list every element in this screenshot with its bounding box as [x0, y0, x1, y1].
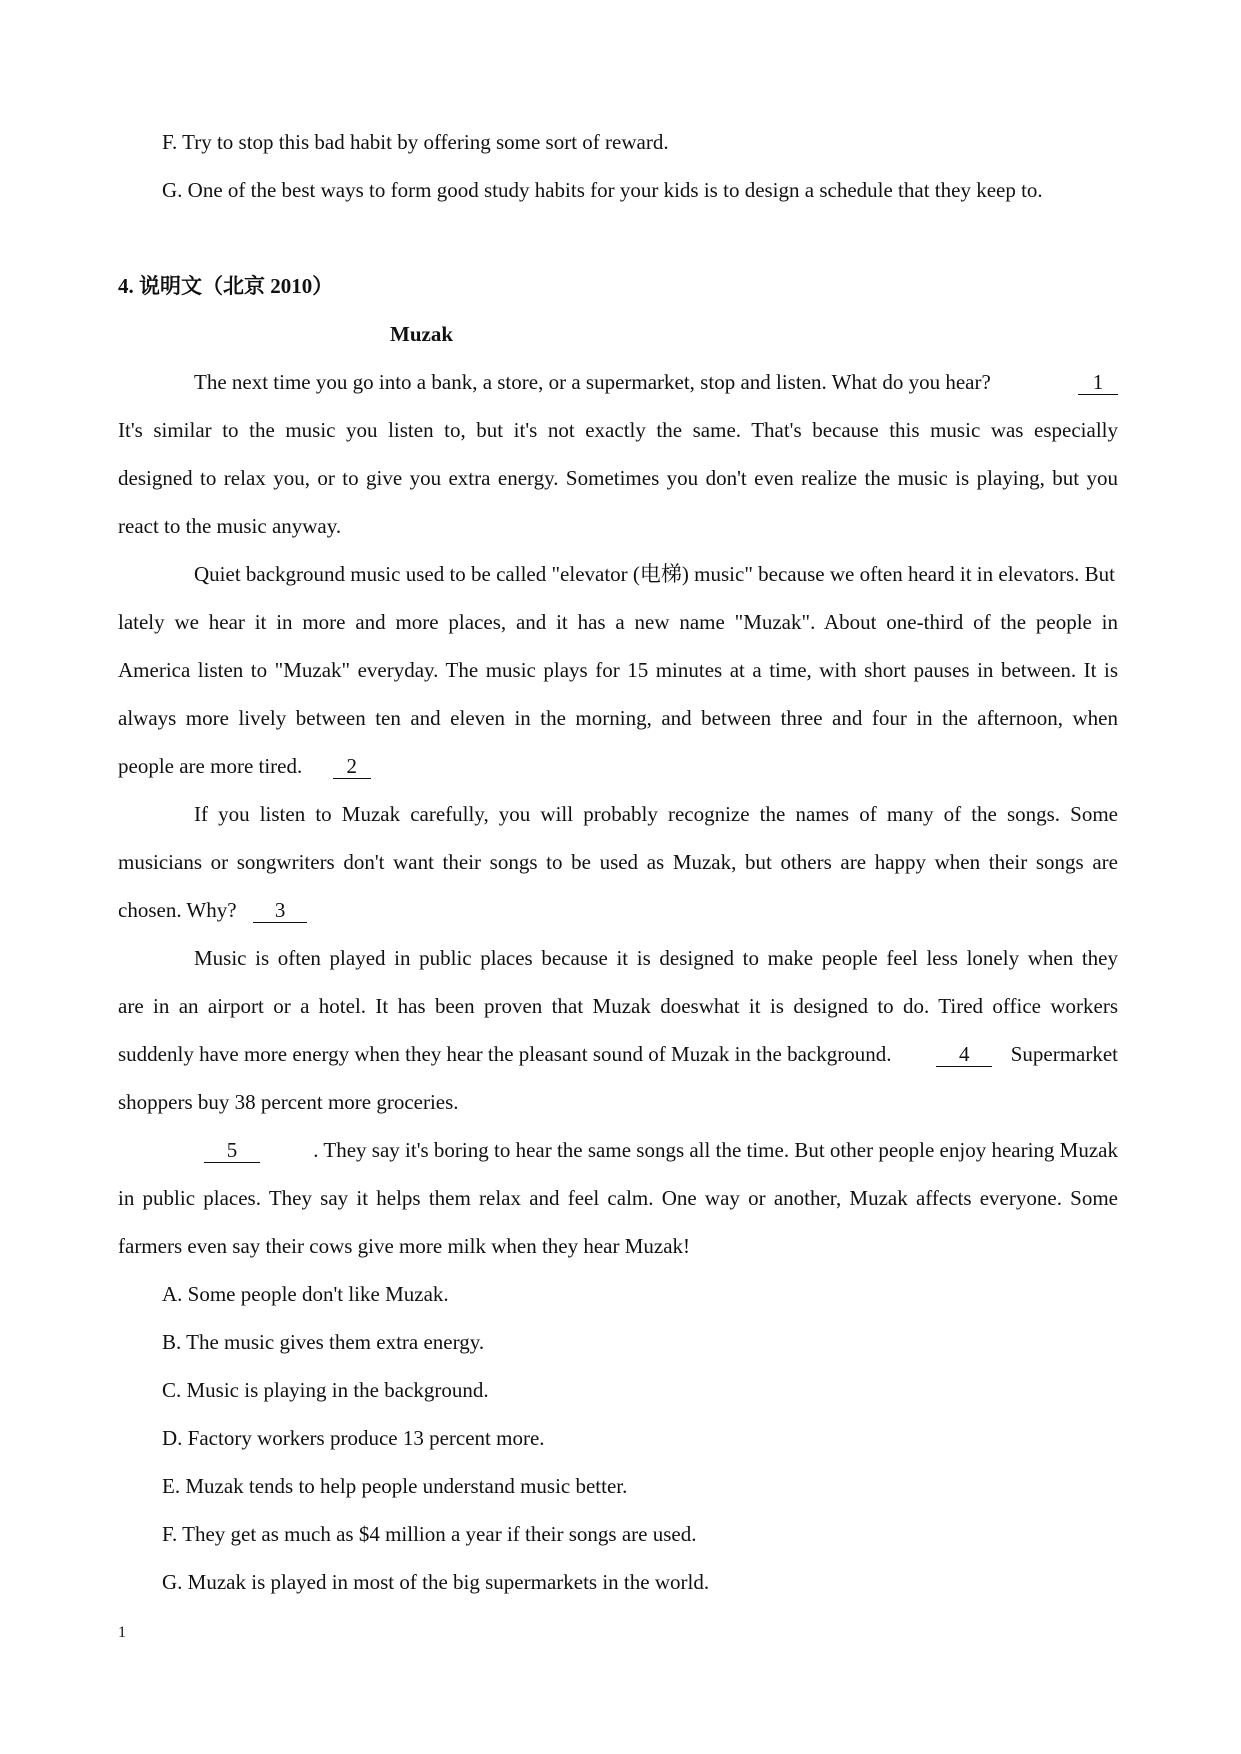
passage-title: Muzak	[390, 322, 453, 346]
p2-line-1: Quiet background music used to be called "elevator (电梯) music" because we often heard it in elevators. But	[194, 562, 1116, 586]
p2-line-5	[118, 752, 371, 780]
option-c: C. Music is playing in the background.	[162, 1378, 489, 1402]
p2-line-5-text: people are more tired.	[118, 754, 303, 778]
p5-line-3: farmers even say their cows give more milk when they hear Muzak!	[118, 1234, 691, 1258]
p4-line-2: are in an airport or a hotel. It has been proven that Muzak doeswhat it is designed to do. Tired office workers	[118, 994, 1118, 1018]
blank-2: 2	[333, 754, 371, 779]
p4-line-3-after: Supermarket	[1010, 1042, 1118, 1066]
p2-line-2: lately we hear it in more and more places, and it has a new name "Muzak". About one-third of the people in	[118, 610, 1118, 634]
p4-line-3	[118, 1040, 1118, 1068]
option-e: E. Muzak tends to help people understand music better.	[162, 1474, 628, 1498]
p1-line-2: It's similar to the music you listen to, but it's not exactly the same. That's because this music was especially	[118, 418, 1118, 442]
p2-line-3: America listen to "Muzak" everyday. The music plays for 15 minutes at a time, with short pauses in between. It is	[118, 658, 1118, 682]
p3-line-3-text: chosen. Why?	[118, 898, 237, 922]
p4-line-3-text: suddenly have more energy when they hear the pleasant sound of Muzak in the background.	[118, 1042, 892, 1066]
p1-line-1	[194, 368, 1118, 396]
p3-line-3	[118, 896, 307, 924]
p1-line-4: react to the music anyway.	[118, 514, 342, 538]
p2-line-4: always more lively between ten and eleven in the morning, and between three and four in the afternoon, when	[118, 706, 1118, 730]
blank-1: 1	[1078, 370, 1118, 395]
option-d: D. Factory workers produce 13 percent more.	[162, 1426, 545, 1450]
section-heading: 4. 说明文（北京 2010）	[118, 274, 334, 298]
option-f: F. They get as much as $4 million a year if their songs are used.	[162, 1522, 697, 1546]
p4-line-1: Music is often played in public places because it is designed to make people feel less lonely when they	[194, 946, 1118, 970]
p3-line-1: If you listen to Muzak carefully, you will probably recognize the names of many of the songs. Some	[194, 802, 1118, 826]
option-a: A. Some people don't like Muzak.	[162, 1282, 449, 1306]
blank-3: 3	[253, 898, 307, 923]
prev-option-g: G. One of the best ways to form good study habits for your kids is to design a schedule that they keep to.	[162, 178, 1043, 202]
prev-option-f: F. Try to stop this bad habit by offering some sort of reward.	[162, 130, 669, 154]
blank-5: 5	[204, 1138, 260, 1163]
p3-line-2: musicians or songwriters don't want their songs to be used as Muzak, but others are happy when their songs are	[118, 850, 1118, 874]
p1-line-3: designed to relax you, or to give you extra energy. Sometimes you don't even realize the music is playing, but you	[118, 466, 1118, 490]
p5-line-1	[204, 1136, 1118, 1164]
p5-line-2: in public places. They say it helps them relax and feel calm. One way or another, Muzak affects everyone. Some	[118, 1186, 1118, 1210]
option-b: B. The music gives them extra energy.	[162, 1330, 485, 1354]
blank-4: 4	[936, 1042, 992, 1067]
p1-line-1-text: The next time you go into a bank, a store, or a supermarket, stop and listen. What do you hear?	[194, 370, 991, 394]
p4-line-4: shoppers buy 38 percent more groceries.	[118, 1090, 459, 1114]
p5-line-1-text: . They say it's boring to hear the same songs all the time. But other people enjoy hearing Muzak	[313, 1138, 1118, 1162]
option-g: G. Muzak is played in most of the big supermarkets in the world.	[162, 1570, 710, 1594]
page-number: 1	[118, 1624, 126, 1641]
